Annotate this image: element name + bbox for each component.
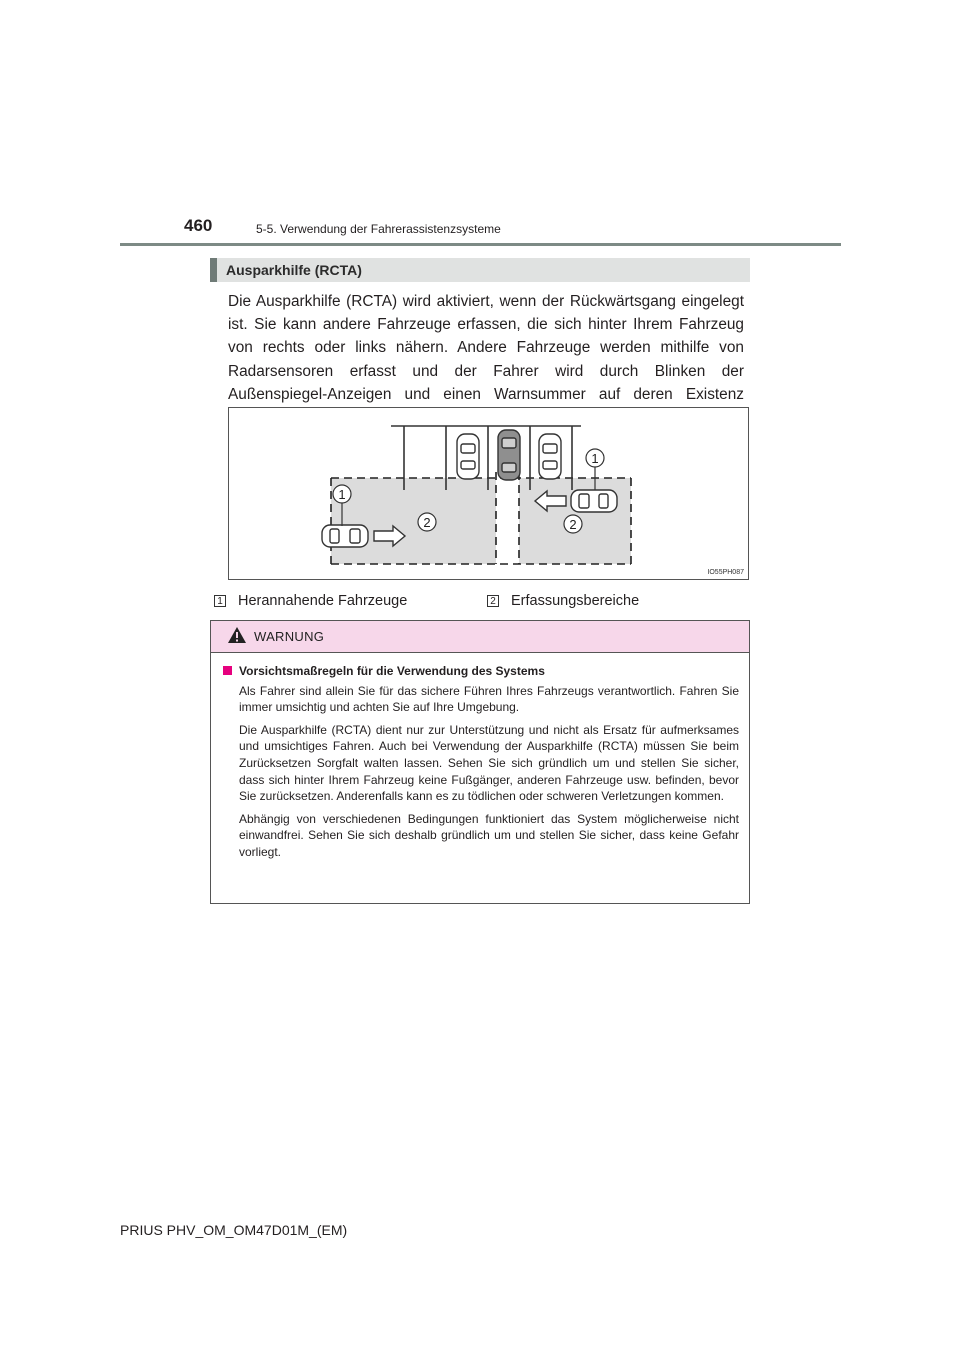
- warning-box: [210, 620, 750, 904]
- parked-car-right: [539, 434, 561, 479]
- warning-body: [223, 663, 739, 867]
- legend-number: 2: [487, 595, 499, 607]
- bullet-square-icon: [223, 666, 232, 675]
- heading-accent: [210, 258, 217, 282]
- svg-text:2: 2: [569, 517, 577, 532]
- section-heading: Ausparkhilfe (RCTA): [226, 262, 362, 278]
- warning-header: [211, 621, 749, 653]
- svg-text:2: 2: [423, 515, 431, 530]
- warning-subtitle: [223, 663, 739, 680]
- callout-2-left: [418, 513, 436, 531]
- callout-1-right: [586, 449, 604, 467]
- page-number: 460: [184, 216, 213, 235]
- legend-item-detection-areas: [487, 593, 639, 609]
- warning-paragraph: Als Fahrer sind allein Sie für das sichere Führen Ihres Fahrzeugs verantwortlich. Fahren Sie immer umsichtig und achten Sie auf Ihre Umgebung.: [239, 683, 739, 715]
- svg-text:1: 1: [591, 451, 599, 466]
- legend-label: Herannahende Fahrzeuge: [238, 593, 408, 609]
- legend-label: Erfassungsbereiche: [511, 593, 640, 609]
- parking-diagram: [229, 408, 748, 579]
- header-rule: [120, 243, 841, 246]
- warning-paragraph: Abhängig von verschiedenen Bedingungen funktioniert das System möglicherweise nicht einwandfrei. Sehen Sie sich deshalb gründlich um und stellen Sie sicher, dass keine Gefahr vorliegt.: [239, 811, 739, 859]
- callout-2-right: [564, 515, 582, 533]
- warning-triangle-icon: [227, 626, 247, 644]
- callout-1-left: [333, 485, 351, 503]
- approaching-car-right: [571, 490, 617, 512]
- footer-document-id: PRIUS PHV_OM_OM47D01M_(EM): [120, 1222, 348, 1238]
- svg-text:1: 1: [338, 487, 346, 502]
- warning-subtitle-text: Vorsichtsmaßregeln für die Verwendung des Systems: [239, 664, 545, 678]
- own-car: [498, 430, 520, 480]
- legend-item-approaching-vehicles: [214, 593, 407, 609]
- rcta-illustration: [228, 407, 749, 580]
- detection-zone-left: [331, 478, 496, 564]
- section-title: 5-5. Verwendung der Fahrerassistenzsysteme: [256, 222, 501, 236]
- legend-number: 1: [214, 595, 226, 607]
- section-heading-bar: [210, 258, 750, 282]
- figure-code: IO55PH087: [707, 569, 744, 576]
- warning-paragraph: Die Ausparkhilfe (RCTA) dient nur zur Unterstützung und nicht als Ersatz für aufmerksames und umsichtiges Fahren. Auch bei Verwendung der Ausparkhilfe (RCTA) müssen Sie beim Zurücksetzen Sorgfalt walten lassen. Sehen Sie sich gründlich um und stellen Sie sicher, dass sich hinter Ihrem Fahrzeug keine Fußgänger, anderen Fahrzeuge usw. befinden, bevor Sie zurücksetzen. Anderenfalls kann es zu tödlichen oder schweren Verletzungen kommen.: [239, 722, 739, 804]
- warning-title: WARNUNG: [254, 629, 325, 644]
- parked-car-left: [457, 434, 479, 479]
- intro-paragraph: Die Ausparkhilfe (RCTA) wird aktiviert, wenn der Rückwärtsgang eingelegt ist. Sie kann andere Fahrzeuge erfassen, die sich hinter Ihrem Fahrzeug von rechts oder links nähern. Andere Fahrzeuge werden mithilfe von Radarsensoren erfasst und der Fahrer wird durch Blinken der Außenspiegel-Anzeigen und einen Warnsummer auf deren Existenz: [228, 293, 744, 403]
- approaching-car-left: [322, 525, 368, 547]
